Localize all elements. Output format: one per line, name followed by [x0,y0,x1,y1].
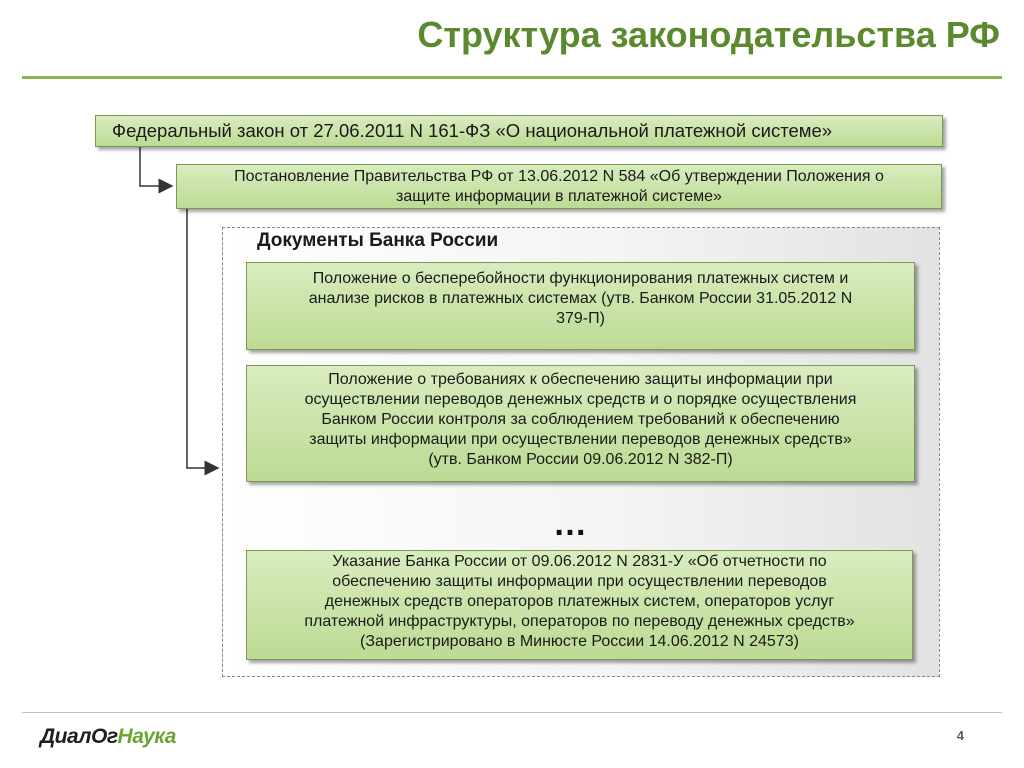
document-line: Положение о бесперебойности функционирования платежных систем и [312,270,849,287]
bank-document-box [246,550,913,660]
bank-documents-heading: Документы Банка России [257,230,499,251]
company-logo [40,725,176,749]
more-documents-ellipsis: … [553,505,589,543]
document-line: анализе рисков в платежных системах (утв. Банком России 31.05.2012 N [308,290,853,307]
federal-law-text: Федеральный закон от 27.06.2011 N 161-ФЗ «О национальной платежной системе» [112,120,833,141]
slide-title: Структура законодательства РФ [417,14,1000,55]
document-line: (Зарегистрировано в Минюсте России 14.06.2012 N 24573) [360,633,799,650]
document-line: (утв. Банком России 09.06.2012 N 382-П) [428,451,733,468]
connector-decree-to-bank-docs [187,209,218,468]
document-line: защиты информации при осуществлении переводов денежных средств» [309,431,852,448]
decree-line: Постановление Правительства РФ от 13.06.2012 N 584 «Об утверждении Положения о [234,168,884,185]
document-line: Положение о требованиях к обеспечению защиты информации при [328,371,833,388]
logo-part-2: Наука [117,725,176,748]
document-line: Указание Банка России от 09.06.2012 N 2831-У «Об отчетности по [332,553,827,570]
federal-law-box [95,115,943,147]
government-decree-box [176,164,942,209]
bank-document-box [246,262,915,350]
logo-part-1: ДиалОг [40,725,118,748]
decree-line: защите информации в платежной системе» [396,188,722,205]
title-divider [22,76,1002,79]
document-line: обеспечению защиты информации при осуществлении переводов [332,573,827,590]
document-line: осуществлении переводов денежных средств и о порядке осуществления [304,391,857,408]
document-line: 379-П) [556,310,605,327]
connector-law-to-decree [140,147,172,186]
footer-divider [22,712,1002,713]
document-line: Банком России контроля за соблюдением требований к обеспечению [321,411,840,428]
document-line: платежной инфраструктуры, операторов по переводу денежных средств» [304,613,855,630]
page-number: 4 [956,728,964,743]
document-line: денежных средств операторов платежных систем, операторов услуг [324,593,835,610]
bank-document-box [246,365,915,482]
